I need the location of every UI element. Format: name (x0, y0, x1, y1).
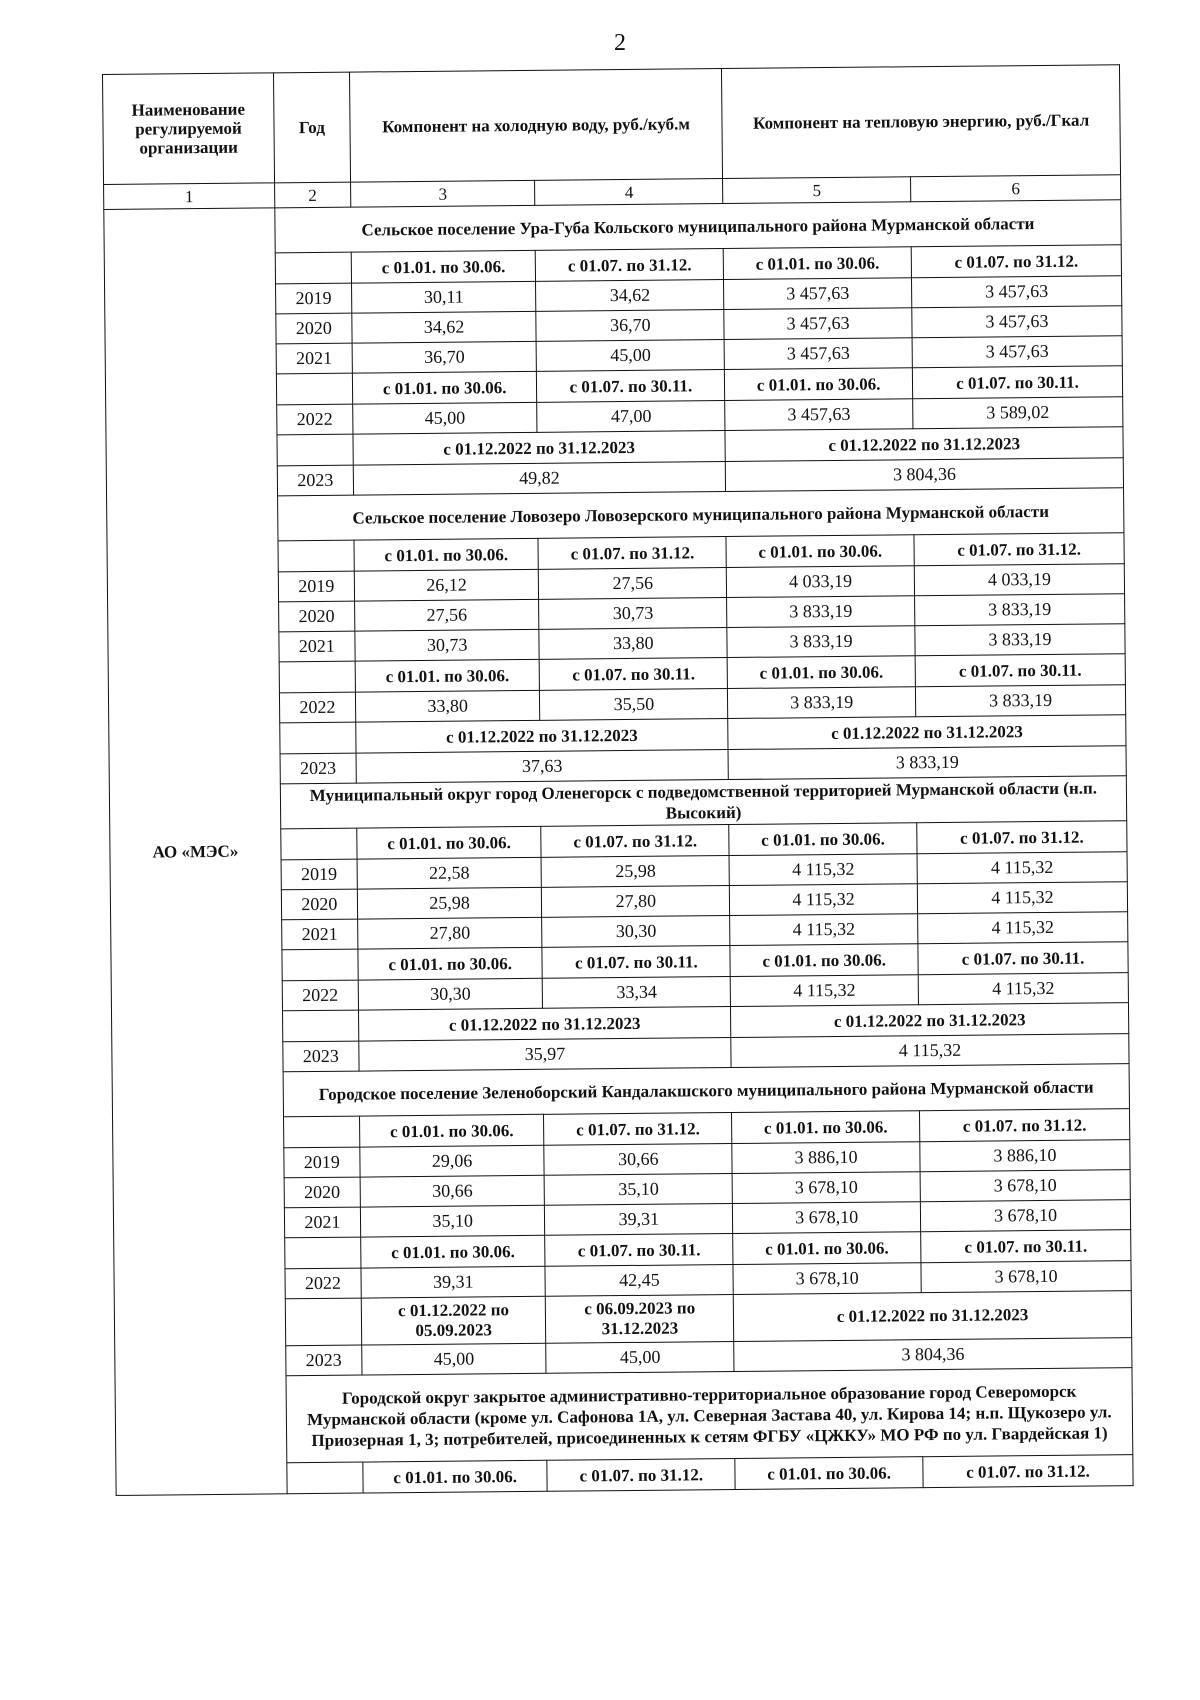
value-cell: 4 115,32 (731, 1034, 1129, 1068)
year-cell: 2020 (278, 601, 354, 632)
period-label: с 01.12.2022 по 05.09.2023 (361, 1296, 546, 1345)
period-label: с 01.01. по 30.06. (355, 659, 540, 692)
value-cell: 3 833,19 (915, 594, 1125, 626)
value-cell: 3 457,63 (724, 338, 912, 370)
value-cell: 3 678,10 (921, 1261, 1131, 1293)
empty-cell (275, 252, 351, 284)
period-label: с 01.01. по 30.06. (351, 250, 536, 283)
value-cell: 36,70 (352, 341, 537, 373)
section-title: Сельское поселение Ура-Губа Кольского муниципального района Мурманской области (275, 200, 1121, 253)
empty-cell (282, 1010, 358, 1042)
section-title: Муниципальный округ город Оленегорск с подведомственной территорией Мурманской области (н.п. Высокий) (280, 776, 1126, 829)
value-cell: 3 833,19 (915, 624, 1125, 656)
year-cell: 2023 (277, 465, 353, 496)
header-heat-component: Компонент на тепловую энергию, руб./Гкал (722, 65, 1121, 179)
value-cell: 39,31 (545, 1203, 733, 1235)
period-label: с 01.12.2022 по 31.12.2023 (733, 1291, 1131, 1342)
period-label: с 01.12.2022 по 31.12.2023 (358, 1007, 731, 1042)
value-cell: 3 457,63 (912, 336, 1122, 368)
period-label: с 01.07. по 30.11. (921, 1230, 1131, 1263)
value-cell: 35,10 (360, 1205, 545, 1237)
table-header-row (103, 65, 1121, 185)
year-cell: 2022 (279, 692, 355, 723)
year-cell: 2023 (280, 753, 356, 784)
value-cell: 4 115,32 (730, 975, 918, 1007)
period-label: с 01.07. по 31.12. (541, 825, 729, 858)
value-cell: 4 033,19 (914, 564, 1124, 596)
section-title: Городской округ закрытое административно-территориальное образование город Североморск Мурманской области (кроме ул. Сафонова 1А, ул. Северная Застава 40, ул. Кирова 14; н.п. Щукозеро ул. Приозерная 1, 3; потребителей, присоединенных к сетям ФГБУ «ЦЖКУ» МО РФ по ул. Гвардейская 1) (286, 1368, 1133, 1463)
value-cell: 3 804,36 (725, 458, 1123, 492)
empty-cell (278, 540, 354, 572)
period-label: с 01.01. по 30.06. (352, 371, 537, 404)
year-cell: 2019 (284, 1147, 360, 1178)
value-cell: 39,31 (361, 1266, 546, 1298)
value-cell: 3 678,10 (733, 1263, 921, 1295)
value-cell: 45,00 (546, 1341, 734, 1373)
value-cell: 30,73 (539, 598, 727, 630)
empty-cell (285, 1298, 361, 1346)
value-cell: 47,00 (537, 401, 725, 433)
year-cell: 2021 (284, 1207, 360, 1238)
year-cell: 2022 (285, 1268, 361, 1299)
empty-cell (280, 722, 356, 754)
value-cell: 22,58 (357, 857, 542, 889)
year-cell: 2023 (286, 1345, 362, 1376)
empty-cell (287, 1462, 363, 1494)
period-label: с 01.12.2022 по 31.12.2023 (731, 1003, 1129, 1038)
year-cell: 2021 (279, 631, 355, 662)
period-label: с 01.01. по 30.06. (354, 538, 539, 571)
year-cell: 2019 (278, 571, 354, 602)
period-label: с 01.01. по 30.06. (726, 535, 914, 568)
page-number: 2 (614, 30, 626, 56)
value-cell: 33,80 (539, 628, 727, 660)
value-cell: 45,00 (537, 340, 725, 372)
value-cell: 42,45 (545, 1264, 733, 1296)
column-number: 1 (104, 183, 275, 210)
period-label: с 01.01. по 30.06. (357, 826, 542, 859)
value-cell: 45,00 (362, 1343, 547, 1375)
column-number: 3 (350, 180, 535, 207)
value-cell: 4 115,32 (918, 912, 1128, 944)
period-label: с 01.07. по 31.12. (547, 1458, 735, 1491)
period-label: с 01.07. по 30.11. (545, 1233, 733, 1266)
section-title: Городское поселение Зеленоборский Кандалакшского муниципального района Мурманской области (283, 1064, 1129, 1117)
period-label: с 01.01. по 30.06. (725, 368, 913, 401)
period-label: с 01.01. по 30.06. (363, 1460, 548, 1493)
value-cell: 26,12 (354, 569, 539, 601)
value-cell: 3 678,10 (920, 1200, 1130, 1232)
period-label: с 01.01. по 30.06. (732, 1111, 920, 1144)
value-cell: 3 457,63 (912, 276, 1122, 308)
value-cell: 34,62 (352, 311, 537, 343)
value-cell: 3 457,63 (724, 308, 912, 340)
value-cell: 35,10 (545, 1174, 733, 1206)
value-cell: 30,66 (544, 1144, 732, 1176)
value-cell: 30,66 (360, 1175, 545, 1207)
period-label: с 01.12.2022 по 31.12.2023 (356, 719, 729, 754)
value-cell: 30,73 (355, 629, 540, 661)
value-cell: 3 457,63 (724, 278, 912, 310)
value-cell: 3 833,19 (728, 746, 1126, 780)
section-title: Сельское поселение Ловозеро Ловозерского муниципального района Мурманской области (277, 488, 1123, 541)
year-cell: 2023 (283, 1041, 359, 1072)
value-cell: 3 833,19 (915, 685, 1125, 717)
value-cell: 49,82 (353, 462, 726, 496)
column-number: 6 (911, 175, 1121, 202)
period-label: с 01.07. по 30.11. (542, 946, 730, 979)
value-cell: 25,98 (357, 887, 542, 919)
period-label: с 06.09.2023 по 31.12.2023 (546, 1294, 734, 1343)
value-cell: 4 115,32 (918, 973, 1128, 1005)
period-label: с 01.01. по 30.06. (358, 947, 543, 980)
value-cell: 3 589,02 (913, 397, 1123, 429)
period-label: с 01.07. по 30.11. (912, 366, 1122, 399)
year-cell: 2021 (276, 343, 352, 374)
value-cell: 3 457,63 (725, 399, 913, 431)
value-cell: 4 033,19 (727, 566, 915, 598)
period-label: с 01.01. по 30.06. (359, 1114, 544, 1147)
empty-cell (277, 434, 353, 466)
column-number: 2 (274, 182, 350, 208)
value-cell: 27,56 (354, 599, 539, 631)
value-cell: 36,70 (536, 310, 724, 342)
period-label: с 01.01. по 30.06. (723, 247, 911, 280)
year-cell: 2022 (277, 404, 353, 435)
period-label: с 01.07. по 30.11. (918, 942, 1128, 975)
value-cell: 4 115,32 (730, 914, 918, 946)
value-cell: 30,11 (351, 281, 536, 313)
year-cell: 2021 (282, 919, 358, 950)
period-label: с 01.01. по 30.06. (730, 944, 918, 977)
value-cell: 4 115,32 (917, 852, 1127, 884)
period-label: с 01.07. по 31.12. (923, 1455, 1133, 1488)
empty-cell (279, 661, 355, 693)
empty-cell (285, 1237, 361, 1269)
year-cell: 2022 (282, 980, 358, 1011)
period-label: с 01.07. по 31.12. (544, 1113, 732, 1146)
period-label: с 01.01. по 30.06. (729, 823, 917, 856)
column-number: 5 (723, 177, 911, 204)
year-cell: 2020 (276, 313, 352, 344)
period-label: с 01.07. по 30.11. (540, 658, 728, 691)
value-cell: 33,80 (355, 690, 540, 722)
year-cell: 2019 (281, 859, 357, 890)
empty-cell (283, 1116, 359, 1148)
value-cell: 35,50 (540, 689, 728, 721)
value-cell: 34,62 (536, 280, 724, 312)
value-cell: 27,80 (542, 886, 730, 918)
period-label: с 01.01. по 30.06. (735, 1457, 923, 1490)
value-cell: 35,97 (359, 1038, 732, 1072)
value-cell: 3 678,10 (733, 1202, 921, 1234)
year-cell: 2020 (284, 1177, 360, 1208)
value-cell: 3 833,19 (728, 687, 916, 719)
value-cell: 4 115,32 (730, 884, 918, 916)
period-label: с 01.07. по 31.12. (538, 537, 726, 570)
period-label: с 01.12.2022 по 31.12.2023 (725, 427, 1123, 462)
value-cell: 3 804,36 (734, 1338, 1132, 1372)
value-cell: 29,06 (360, 1145, 545, 1177)
period-label: с 01.12.2022 по 31.12.2023 (353, 431, 726, 466)
period-label: с 01.07. по 31.12. (914, 533, 1124, 566)
value-cell: 3 886,10 (732, 1142, 920, 1174)
value-cell: 45,00 (353, 402, 538, 434)
empty-cell (276, 373, 352, 405)
value-cell: 30,30 (358, 978, 543, 1010)
period-label: с 01.07. по 30.11. (537, 370, 725, 403)
organization-name: АО «МЭС» (104, 208, 287, 1496)
tariff-table-sheet (102, 64, 1134, 1496)
value-cell: 25,98 (542, 856, 730, 888)
value-cell: 27,56 (539, 568, 727, 600)
value-cell: 3 678,10 (732, 1172, 920, 1204)
period-label: с 01.07. по 31.12. (917, 821, 1127, 854)
value-cell: 3 886,10 (920, 1140, 1130, 1172)
period-label: с 01.07. по 31.12. (920, 1109, 1130, 1142)
value-cell: 30,30 (542, 916, 730, 948)
header-year: Год (273, 72, 350, 183)
period-label: с 01.07. по 31.12. (911, 245, 1121, 278)
period-label: с 01.12.2022 по 31.12.2023 (728, 715, 1126, 750)
column-number: 4 (535, 179, 723, 206)
header-organization: Наименование регулируемой организации (103, 73, 275, 185)
year-cell: 2019 (275, 283, 351, 314)
period-label: с 01.07. по 31.12. (536, 249, 724, 282)
period-label: с 01.01. по 30.06. (727, 656, 915, 689)
value-cell: 3 833,19 (727, 626, 915, 658)
header-water-component: Компонент на холодную воду, руб./куб.м (349, 69, 722, 183)
value-cell: 33,34 (543, 977, 731, 1009)
value-cell: 3 833,19 (727, 596, 915, 628)
tariff-table (102, 64, 1134, 1496)
value-cell: 4 115,32 (917, 882, 1127, 914)
period-label: с 01.07. по 30.11. (915, 654, 1125, 687)
empty-cell (281, 828, 357, 860)
period-label: с 01.01. по 30.06. (733, 1232, 921, 1265)
value-cell: 37,63 (356, 750, 729, 784)
empty-cell (282, 949, 358, 981)
value-cell: 4 115,32 (729, 854, 917, 886)
year-cell: 2020 (281, 889, 357, 920)
value-cell: 3 457,63 (912, 306, 1122, 338)
value-cell: 3 678,10 (920, 1170, 1130, 1202)
value-cell: 27,80 (357, 917, 542, 949)
period-label: с 01.01. по 30.06. (361, 1235, 546, 1268)
